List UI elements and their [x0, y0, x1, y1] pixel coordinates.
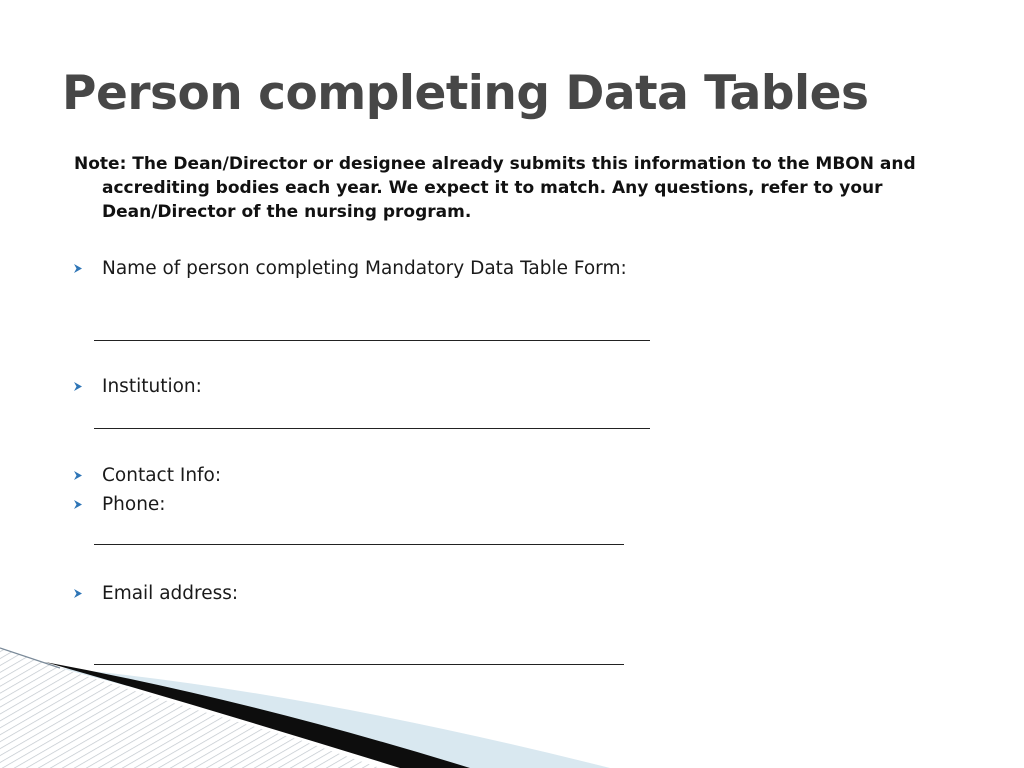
bullet-institution — [74, 376, 202, 397]
bullet-name-of-person — [74, 258, 627, 279]
phone-label: Phone: — [102, 494, 166, 515]
name-fill-line[interactable] — [94, 340, 650, 341]
triangle-arrow-icon — [74, 500, 86, 509]
bullet-phone — [74, 494, 166, 515]
triangle-arrow-icon — [74, 471, 86, 480]
email-fill-line[interactable] — [94, 664, 624, 665]
note-text: Note: The Dean/Director or designee already submits this information to the MBON and accrediting bodies each year. We expect it to match. Any questions, refer to your Dean/Director of the nursing program. — [74, 154, 916, 222]
institution-label: Institution: — [102, 376, 202, 397]
triangle-arrow-icon — [74, 382, 86, 391]
name-label: Name of person completing Mandatory Data Table Form: — [102, 258, 627, 279]
bullet-contact-info — [74, 465, 221, 486]
institution-fill-line[interactable] — [94, 428, 650, 429]
triangle-arrow-icon — [74, 264, 86, 273]
slide-title: Person completing Data Tables — [62, 66, 869, 121]
email-label: Email address: — [102, 583, 239, 604]
triangle-arrow-icon — [74, 589, 86, 598]
bullet-email — [74, 583, 238, 604]
phone-fill-line[interactable] — [94, 544, 624, 545]
contact-label: Contact Info: — [102, 465, 222, 486]
